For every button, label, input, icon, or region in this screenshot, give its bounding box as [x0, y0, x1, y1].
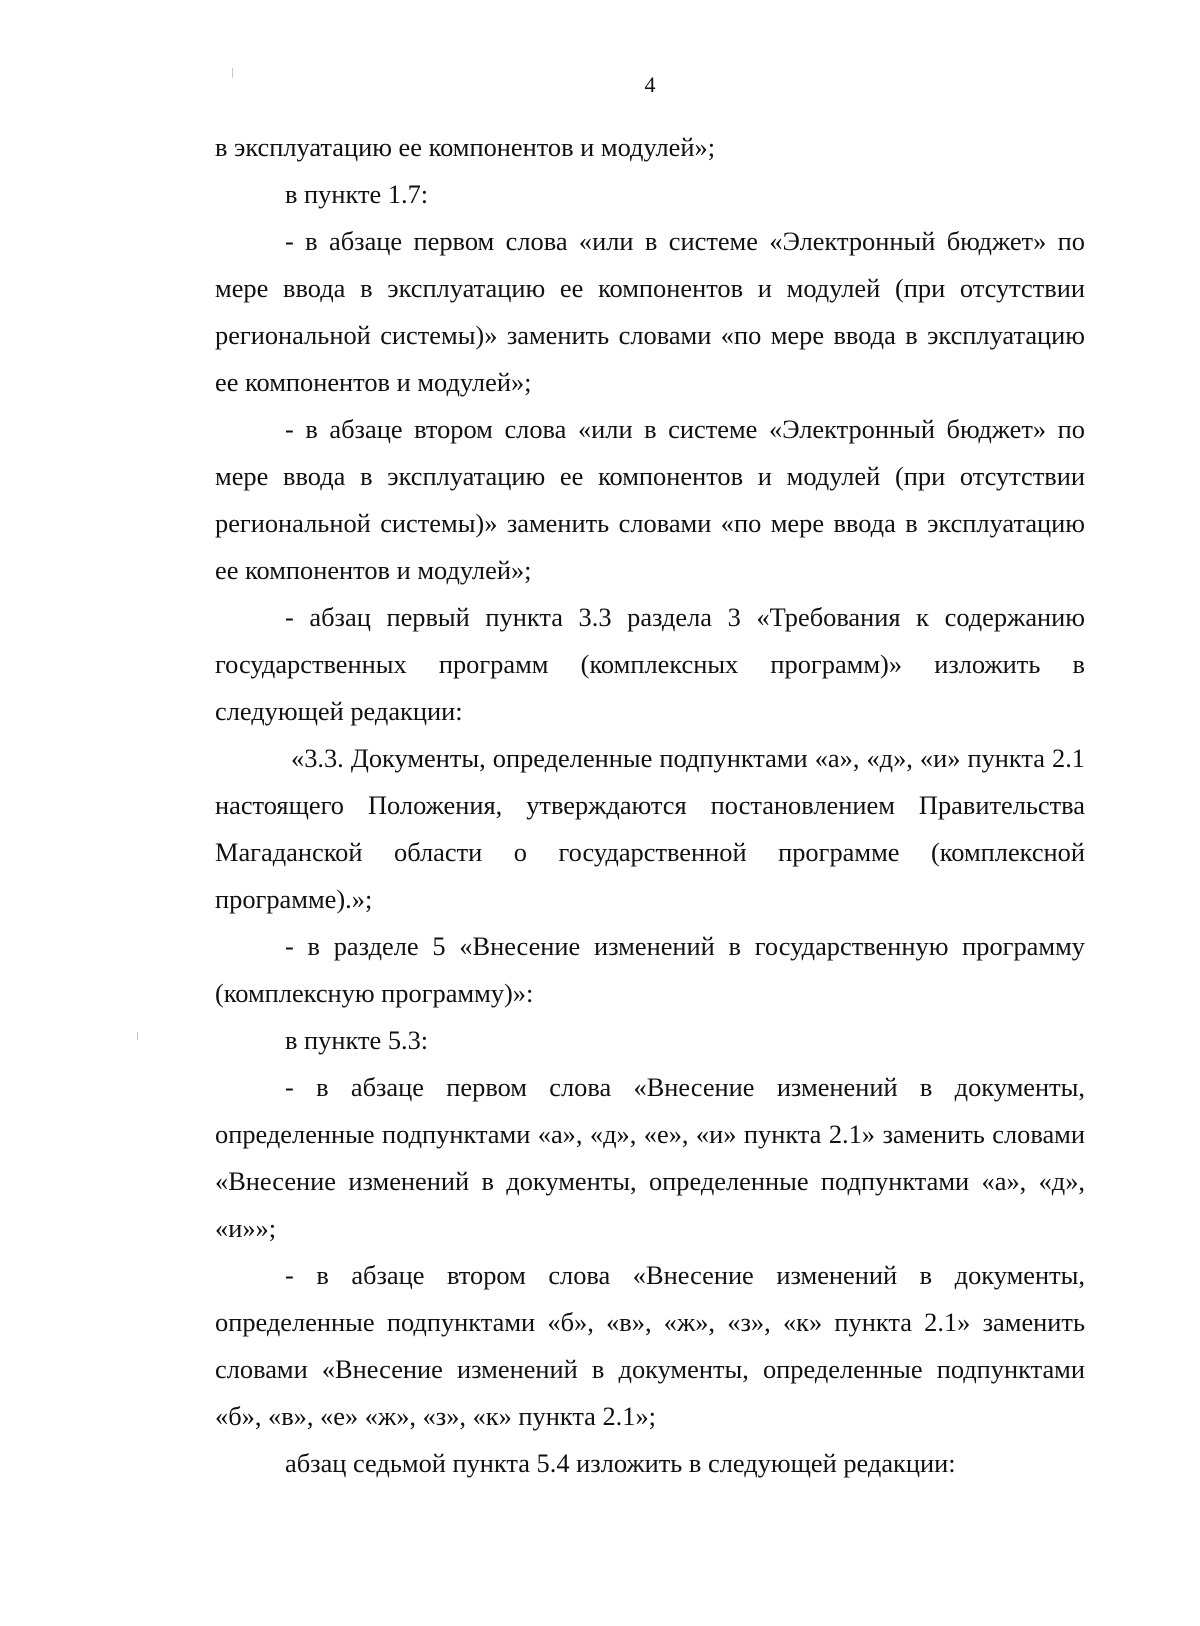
paragraph-7: - в разделе 5 «Внесение изменений в государственную программу (комплексную программу)»: [215, 931, 1085, 1008]
paragraph-11: абзац седьмой пункта 5.4 изложить в следующей редакции: [285, 1448, 956, 1478]
scan-edge-mark-left [137, 1032, 138, 1040]
paragraph-1: в эксплуатацию ее компонентов и модулей»; [215, 132, 716, 162]
paragraph-4: - в абзаце втором слова «или в системе «Электронный бюджет» по мере ввода в эксплуатацию ее компонентов и модулей (при отсутствии региональной системы)» заменить словами «по мере ввода в эксплуатацию ее компонентов и модулей»; [215, 414, 1085, 585]
paragraph-9: - в абзаце первом слова «Внесение изменений в документы, определенные подпунктами «а», «д», «е», «и» пункта 2.1» заменить словами «Внесение изменений в документы, определенные подпунктами «а», «д», «и»»; [215, 1072, 1085, 1243]
document-body [215, 124, 1085, 1487]
paragraph-5: - абзац первый пункта 3.3 раздела 3 «Требования к содержанию государственных программ (комплексных программ)» изложить в следующей редакции: [215, 602, 1085, 726]
paragraph-3: - в абзаце первом слова «или в системе «Электронный бюджет» по мере ввода в эксплуатацию ее компонентов и модулей (при отсутствии региональной системы)» заменить словами «по мере ввода в эксплуатацию ее компонентов и модулей»; [215, 226, 1085, 397]
paragraph-10: - в абзаце втором слова «Внесение изменений в документы, определенные подпунктами «б», «в», «ж», «з», «к» пункта 2.1» заменить словами «Внесение изменений в документы, определенные подпунктами «б», «в», «е» «ж», «з», «к» пункта 2.1»; [215, 1260, 1085, 1431]
page-number: 4 [644, 72, 656, 97]
paragraph-2: в пункте 1.7: [285, 179, 429, 209]
paragraph-8: в пункте 5.3: [285, 1025, 429, 1055]
paragraph-6: «3.3. Документы, определенные подпунктами «а», «д», «и» пункта 2.1 настоящего Положения, утверждаются постановлением Правительства Магаданской области о государственной программе (комплексной программе).»; [215, 743, 1085, 914]
